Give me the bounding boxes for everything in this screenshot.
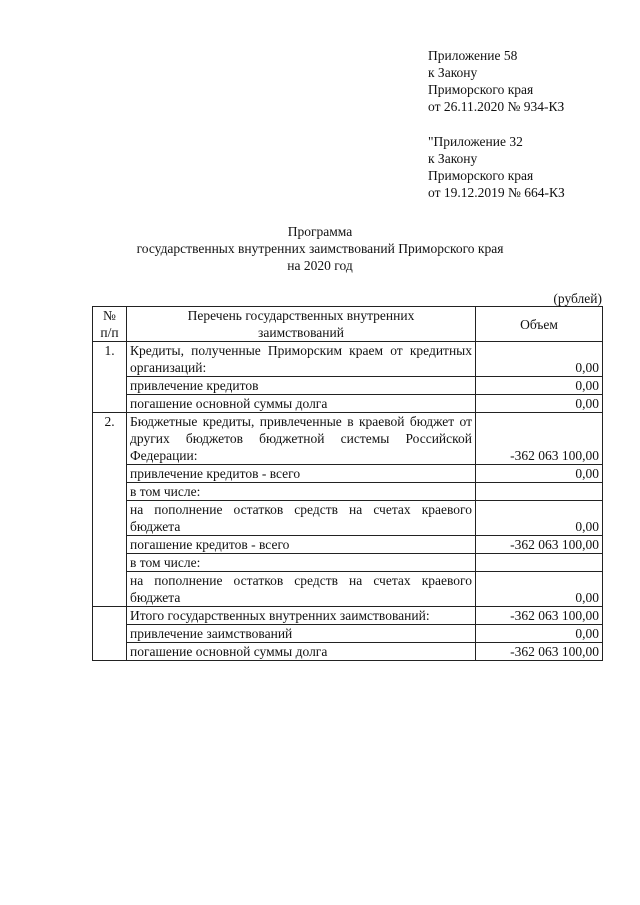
appendix-line: от 19.12.2019 № 664-КЗ — [428, 185, 565, 200]
appendix-line: от 26.11.2020 № 934-КЗ — [428, 99, 565, 114]
header-desc: Перечень государственных внутренних заимствований — [127, 307, 476, 342]
row-desc: в том числе: — [127, 483, 476, 501]
table-header-row — [93, 307, 603, 342]
appendix-line: "Приложение 32 — [428, 134, 523, 149]
table-row — [93, 342, 603, 377]
row-value: 0,00 — [476, 625, 603, 643]
header-value: Объем — [476, 307, 603, 342]
appendix-32-header — [428, 133, 628, 201]
row-desc: Итого государственных внутренних заимствований: — [127, 607, 476, 625]
row-value: 0,00 — [476, 572, 603, 607]
row-desc: на пополнение остатков средств на счетах краевого бюджета — [127, 501, 476, 536]
row-desc: Бюджетные кредиты, привлеченные в краевой бюджет от других бюджетов бюджетной системы Российской Федерации: — [127, 413, 476, 465]
table-row — [93, 377, 603, 395]
table-row — [93, 413, 603, 465]
appendix-line: Приморского края — [428, 82, 534, 97]
table-row — [93, 643, 603, 661]
table-row — [93, 483, 603, 501]
row-desc: в том числе: — [127, 554, 476, 572]
row-value: 0,00 — [476, 465, 603, 483]
row-value: -362 063 100,00 — [476, 643, 603, 661]
document-title — [0, 223, 640, 274]
borrowing-table — [92, 306, 603, 661]
title-line: государственных внутренних заимствований Приморского края — [136, 241, 504, 256]
table-row — [93, 554, 603, 572]
row-value: 0,00 — [476, 342, 603, 377]
row-value: 0,00 — [476, 377, 603, 395]
row-desc: привлечение кредитов — [127, 377, 476, 395]
unit-label: (рублей) — [553, 291, 602, 306]
row-desc: привлечение кредитов - всего — [127, 465, 476, 483]
row-value: -362 063 100,00 — [476, 607, 603, 625]
row-value — [476, 554, 603, 572]
appendix-58-header — [428, 47, 628, 115]
row-desc: погашение основной суммы долга — [127, 395, 476, 413]
row-num: 1. — [93, 342, 127, 413]
row-desc: привлечение заимствований — [127, 625, 476, 643]
row-value: -362 063 100,00 — [476, 413, 603, 465]
table-row — [93, 607, 603, 625]
title-line: Программа — [287, 224, 353, 239]
table-row — [93, 465, 603, 483]
row-desc: на пополнение остатков средств на счетах краевого бюджета — [127, 572, 476, 607]
table-row — [93, 572, 603, 607]
header-num: № п/п — [93, 307, 127, 342]
appendix-line: к Закону — [428, 65, 478, 80]
row-value: 0,00 — [476, 501, 603, 536]
row-value: -362 063 100,00 — [476, 536, 603, 554]
row-num — [93, 607, 127, 661]
table-row — [93, 625, 603, 643]
row-value: 0,00 — [476, 395, 603, 413]
row-desc: Кредиты, полученные Приморским краем от кредитных организаций: — [127, 342, 476, 377]
row-num: 2. — [93, 413, 127, 607]
table-row — [93, 536, 603, 554]
row-value — [476, 483, 603, 501]
title-line: на 2020 год — [287, 258, 353, 273]
appendix-line: к Закону — [428, 151, 478, 166]
row-desc: погашение кредитов - всего — [127, 536, 476, 554]
appendix-line: Приложение 58 — [428, 48, 518, 63]
appendix-line: Приморского края — [428, 168, 534, 183]
row-desc: погашение основной суммы долга — [127, 643, 476, 661]
table-row — [93, 501, 603, 536]
table-row — [93, 395, 603, 413]
